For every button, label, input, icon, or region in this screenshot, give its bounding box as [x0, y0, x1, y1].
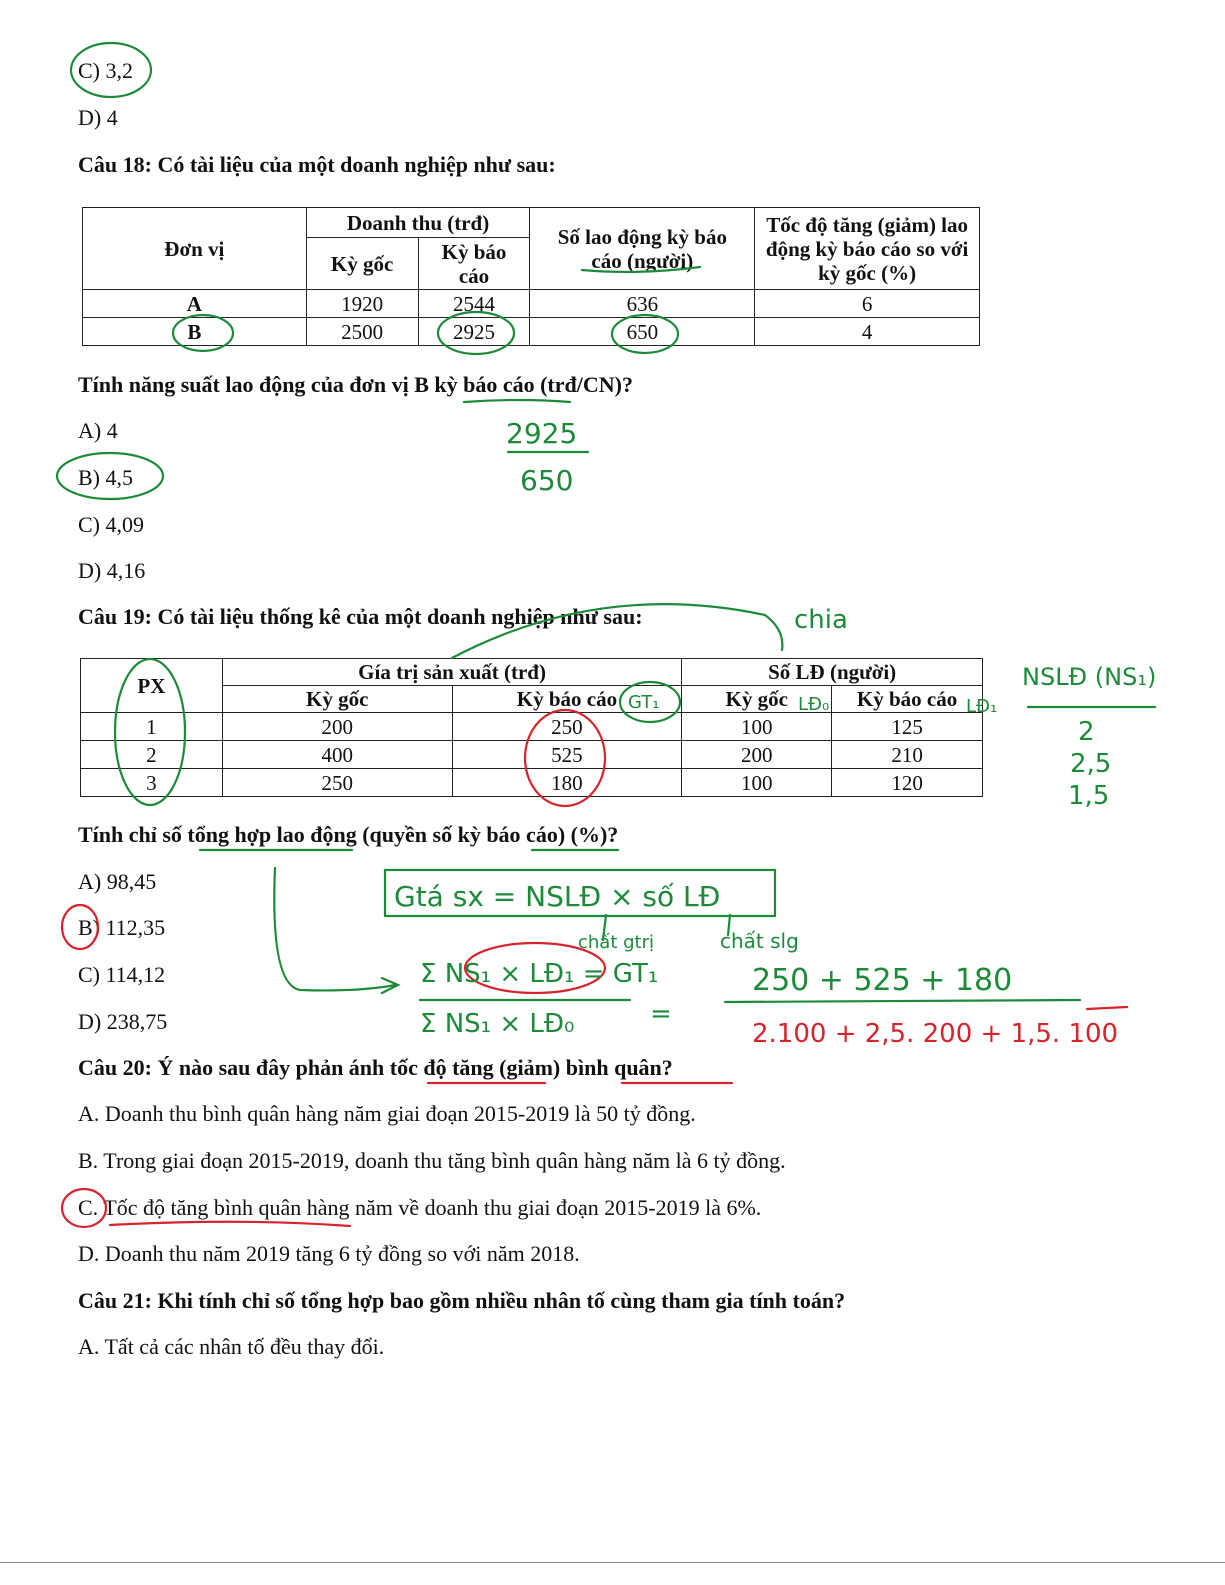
- q19-option-a: A) 98,45: [78, 869, 157, 894]
- note-ns-2-5: 2,5: [1070, 749, 1112, 779]
- q19-title: Câu 19: Có tài liệu thống kê của một doanh nghiệp như sau:: [78, 604, 643, 629]
- q19-col-labor-report: Kỳ báo cáo: [832, 686, 983, 713]
- note-2925: 2925: [506, 417, 578, 450]
- circle-q17-c: [71, 43, 151, 97]
- cell: 2500: [306, 318, 418, 346]
- q19-question: Tính chỉ số tổng hợp lao động (quyền số kỳ báo cáo) (%)?: [78, 822, 619, 847]
- circle-report-values: [525, 710, 605, 806]
- note-gt1: GT₁: [628, 692, 660, 713]
- cell: 6: [755, 290, 980, 318]
- q18-option-b: B) 4,5: [78, 465, 133, 490]
- note-chat-gtri: chất gtrị: [578, 932, 654, 953]
- q19-col-px: PX: [81, 659, 223, 713]
- cell: 400: [222, 741, 452, 769]
- cell: 2: [81, 741, 223, 769]
- note-equals: =: [650, 999, 672, 1029]
- note-ns-2: 2: [1078, 717, 1095, 747]
- q19-col-labor: Số LĐ (người): [682, 659, 983, 686]
- q20-option-b: B. Trong giai đoạn 2015-2019, doanh thu tăng bình quân hàng năm là 6 tỷ đồng.: [78, 1148, 786, 1173]
- arrow-chia: [452, 604, 782, 658]
- fraction-line-numbers: [725, 1000, 1080, 1002]
- q18-col-unit: Đơn vị: [83, 208, 307, 290]
- cell: 1: [81, 713, 223, 741]
- q18-question: Tính năng suất lao động của đơn vị B kỳ báo cáo (trđ/CN)?: [78, 372, 633, 397]
- cell: 100: [682, 713, 832, 741]
- cell: 210: [832, 741, 983, 769]
- cell: 525: [452, 741, 682, 769]
- red-dash: [1087, 1007, 1127, 1009]
- underline-ky-bao-cao: [464, 400, 570, 402]
- circle-2925: [438, 312, 514, 354]
- q17-option-c: C) 3,2: [78, 58, 133, 83]
- q18-unit-a: A: [83, 290, 307, 318]
- q20-option-a: A. Doanh thu bình quân hàng năm giai đoạn 2015-2019 là 50 tỷ đồng.: [78, 1101, 696, 1126]
- q20-option-c: C. Tốc độ tăng bình quân hàng năm về doanh thu giai đoạn 2015-2019 là 6%.: [78, 1195, 762, 1220]
- circle-q18-b: [57, 453, 163, 499]
- cell: 2544: [418, 290, 530, 318]
- circle-px-column: [115, 659, 185, 805]
- note-sum-top: Σ NS₁ × LĐ₁ = GT₁: [420, 959, 659, 989]
- note-chat-slg: chất slg: [720, 929, 799, 953]
- circle-unit-b: [173, 315, 233, 351]
- note-ns-header: NSLĐ (NS₁): [1022, 663, 1157, 691]
- note-ld1: LĐ₁: [966, 696, 998, 717]
- note-ld0: LĐ₀: [798, 694, 830, 715]
- q18-col-revenue: Doanh thu (trđ): [306, 208, 530, 238]
- q19-col-value-report: Kỳ báo cáo: [452, 686, 682, 713]
- note-chia: chia: [794, 605, 848, 635]
- q18-col-labor: Số lao động kỳ báo cáo (người): [530, 208, 755, 290]
- circle-q19-b: [62, 905, 98, 949]
- q20-option-d: D. Doanh thu năm 2019 tăng 6 tỷ đồng so với năm 2018.: [78, 1241, 580, 1266]
- q18-option-a: A) 4: [78, 418, 118, 443]
- underline-labor: [582, 267, 700, 272]
- q18-title: Câu 18: Có tài liệu của một doanh nghiệp như sau:: [78, 152, 556, 177]
- q19-option-d: D) 238,75: [78, 1009, 168, 1034]
- circle-650: [612, 315, 678, 353]
- cell: 200: [682, 741, 832, 769]
- cell: 250: [452, 713, 682, 741]
- cell: 180: [452, 769, 682, 797]
- underline-q20-c: [110, 1222, 350, 1226]
- q18-unit-b: B: [83, 318, 307, 346]
- cell: 4: [755, 318, 980, 346]
- q20-title: Câu 20: Ý nào sau đây phản ánh tốc độ tăng (giảm) bình quân?: [78, 1055, 673, 1080]
- note-numerator: 250 + 525 + 180: [752, 963, 1013, 998]
- q18-col-report: Kỳ báo cáo: [418, 238, 530, 290]
- note-650: 650: [520, 464, 574, 497]
- q18-col-base: Kỳ gốc: [306, 238, 418, 290]
- q18-option-c: C) 4,09: [78, 512, 144, 537]
- cell: 250: [222, 769, 452, 797]
- cell: 650: [530, 318, 755, 346]
- cell: 100: [682, 769, 832, 797]
- cell: 636: [530, 290, 755, 318]
- cell: 200: [222, 713, 452, 741]
- cell: 125: [832, 713, 983, 741]
- cell: 120: [832, 769, 983, 797]
- note-sum-bottom: Σ NS₁ × LĐ₀: [420, 1009, 575, 1039]
- note-ns-1-5: 1,5: [1068, 781, 1110, 811]
- q18-option-d: D) 4,16: [78, 558, 146, 583]
- q18-col-rate: Tốc độ tăng (giảm) lao động kỳ báo cáo so với kỳ gốc (%): [755, 208, 980, 290]
- q19-option-b: B) 112,35: [78, 915, 166, 940]
- circle-q20-c: [62, 1189, 106, 1227]
- q19-col-value: Gía trị sản xuất (trđ): [222, 659, 681, 686]
- q17-option-d: D) 4: [78, 105, 118, 130]
- cell: 1920: [306, 290, 418, 318]
- note-denominator: 2.100 + 2,5. 200 + 1,5. 100: [752, 1019, 1119, 1049]
- q19-col-value-base: Kỳ gốc: [222, 686, 452, 713]
- q19-option-c: C) 114,12: [78, 962, 166, 987]
- q21-option-a: A. Tất cả các nhân tố đều thay đổi.: [78, 1334, 385, 1359]
- q19-col-labor-base: Kỳ gốc: [682, 686, 832, 713]
- q21-title: Câu 21: Khi tính chỉ số tổng hợp bao gồm nhiều nhân tố cùng tham gia tính toán?: [78, 1288, 846, 1313]
- note-formula: Gtá sx = NSLĐ × số LĐ: [394, 880, 721, 913]
- arrow-to-formula: [274, 868, 395, 990]
- cell: 2925: [418, 318, 530, 346]
- cell: 3: [81, 769, 223, 797]
